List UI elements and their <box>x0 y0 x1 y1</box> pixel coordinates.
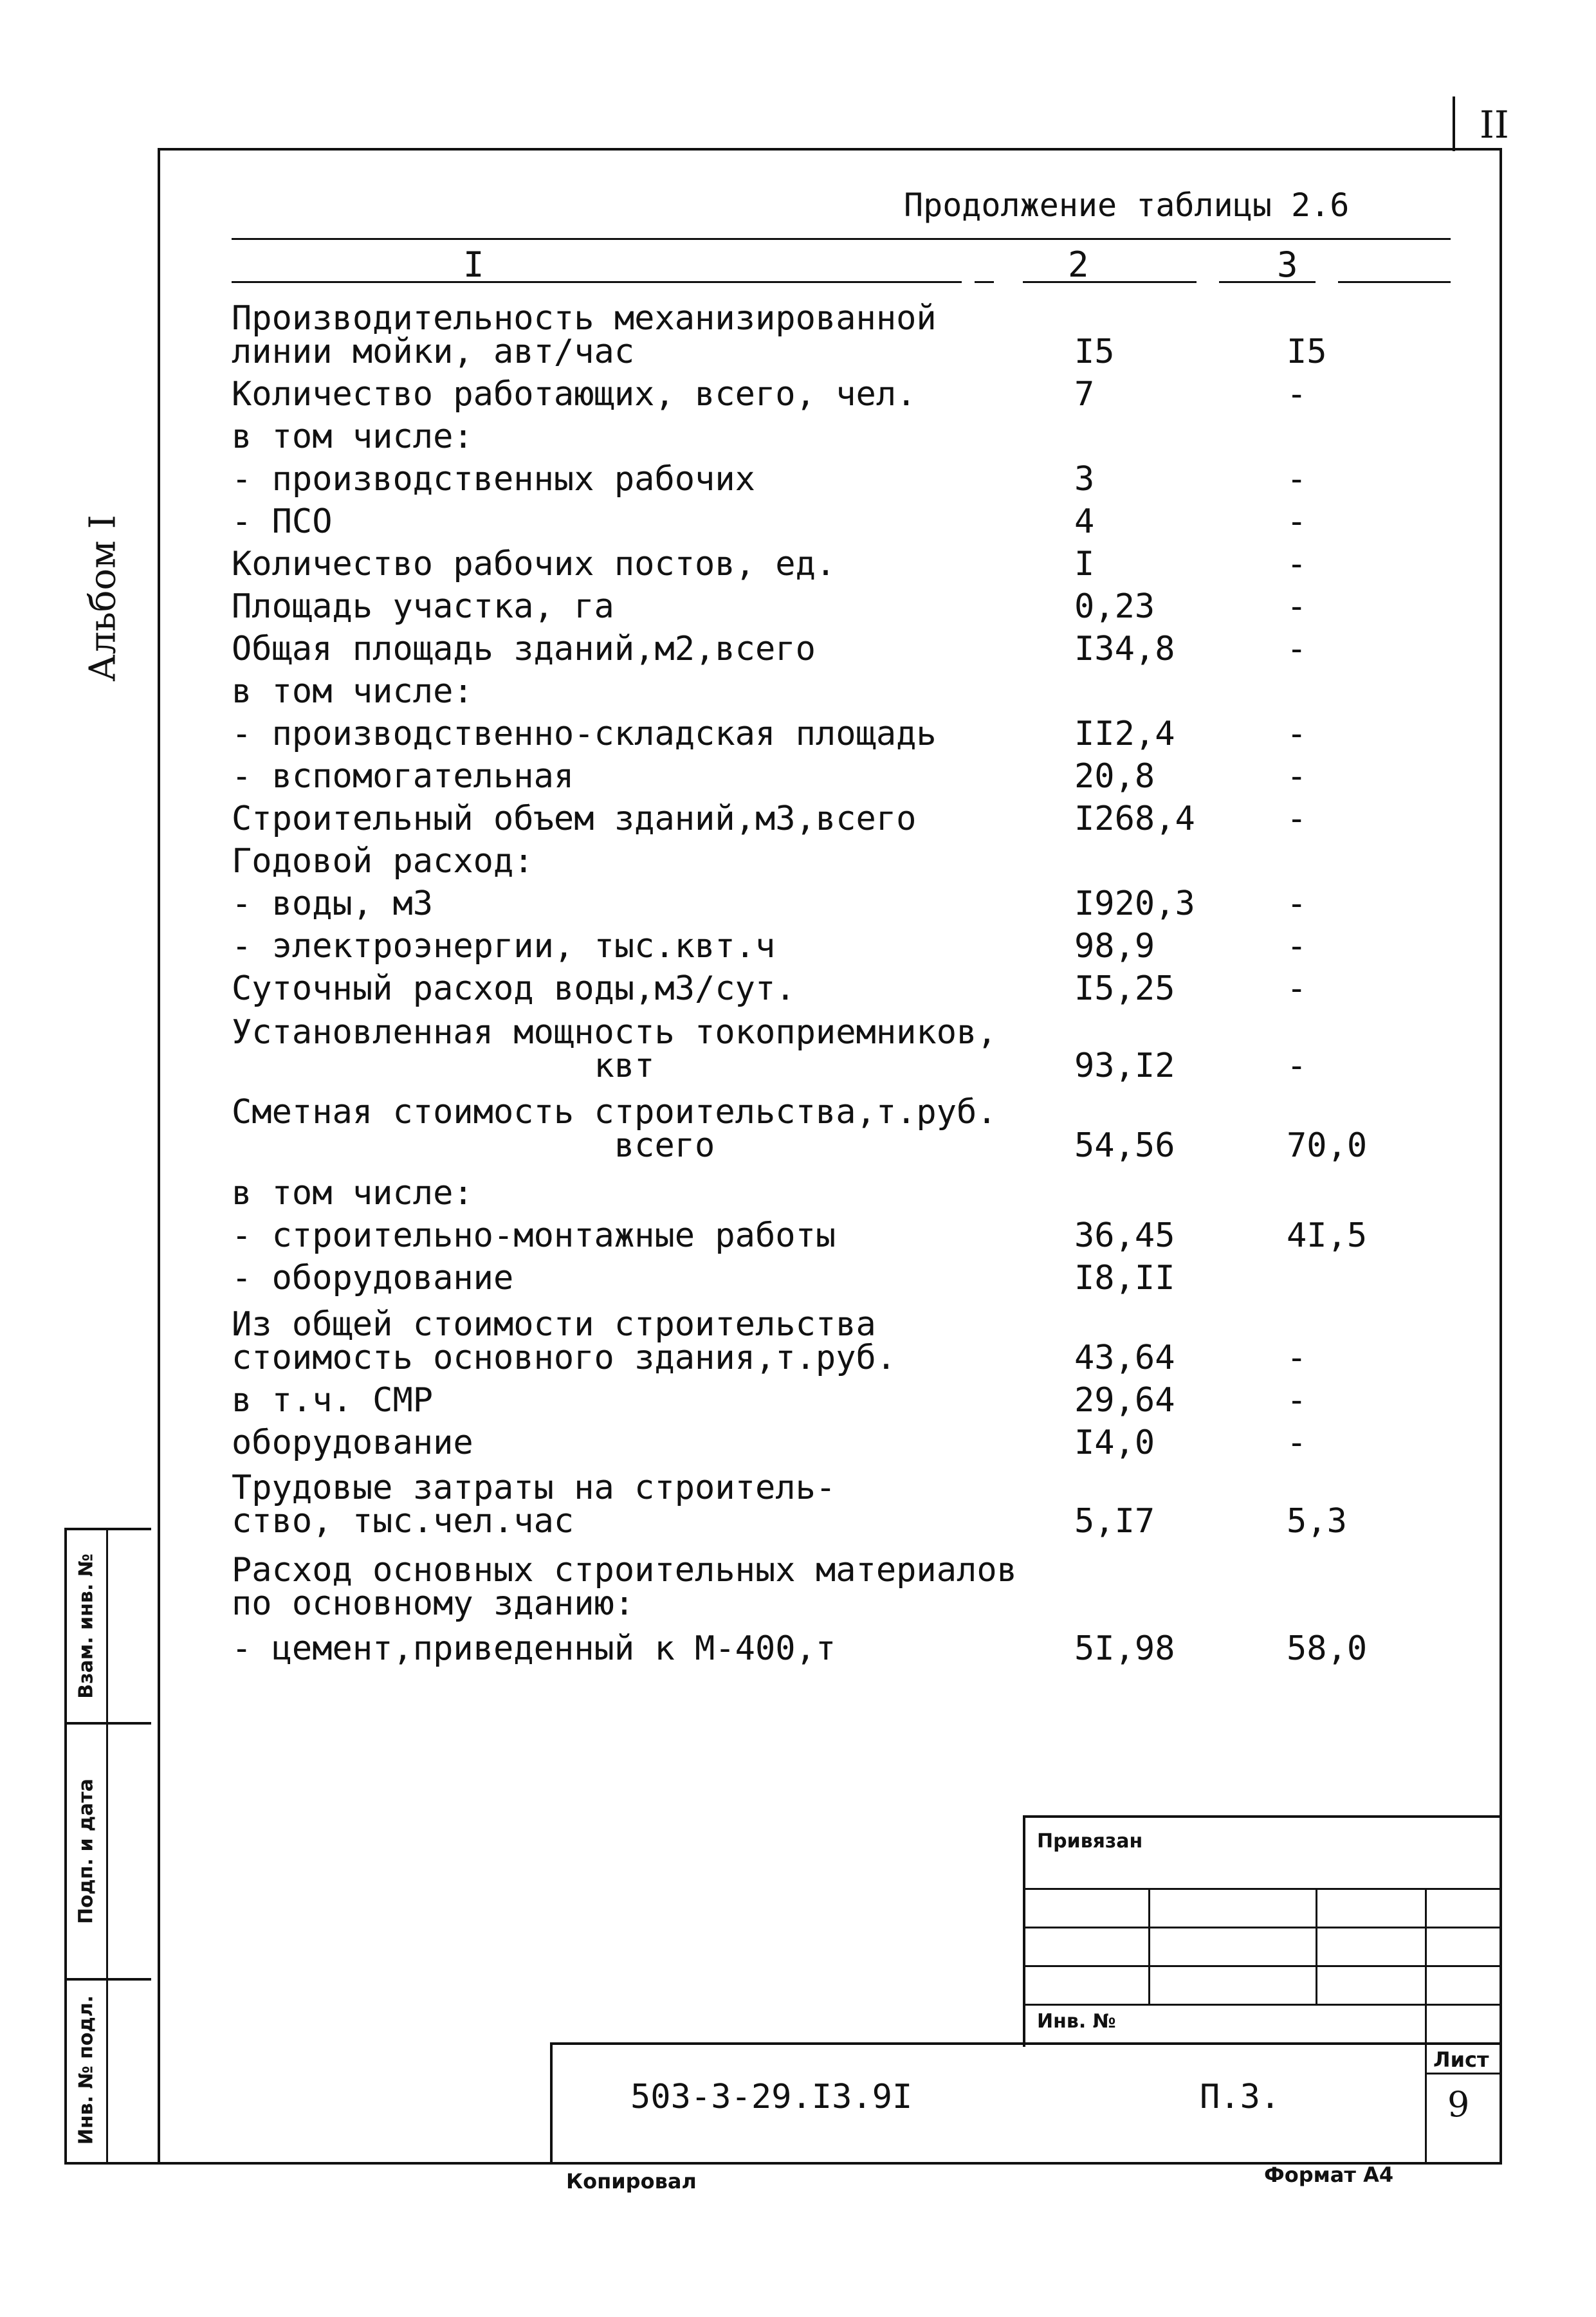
row-value-col2: I268,4 <box>1074 800 1195 838</box>
stamp-label-inventory: Инв. № подл. <box>75 1995 98 2145</box>
table-row <box>232 1469 1454 1541</box>
row-label <box>232 1093 1074 1165</box>
table-row <box>232 375 1454 414</box>
row-value-col3: - <box>1287 884 1307 923</box>
row-label-line: квт <box>232 1047 655 1085</box>
format-label: Формат А4 <box>1264 2163 1394 2187</box>
row-value-col3: - <box>1287 630 1307 668</box>
row-value-col3: 70,0 <box>1287 1126 1368 1165</box>
row-value-col2: 4 <box>1074 502 1095 541</box>
row-label-line: в том числе: <box>232 672 473 711</box>
row-value-col3: - <box>1287 460 1307 499</box>
header-top-rule <box>232 238 1451 240</box>
row-value-col2: 43,64 <box>1074 1339 1175 1377</box>
row-value-col3: - <box>1287 969 1307 1008</box>
row-value-col2: II2,4 <box>1074 715 1175 753</box>
row-label-line: Количество рабочих постов, ед. <box>232 545 836 583</box>
row-label-line: Трудовые затраты на строитель- <box>232 1469 836 1507</box>
row-label-line: Общая площадь зданий,м2,всего <box>232 630 816 668</box>
table-row <box>232 1013 1454 1085</box>
row-value-col3: I5 <box>1287 333 1327 371</box>
row-value-col3: - <box>1287 545 1307 583</box>
row-value-col3: 4I,5 <box>1287 1216 1368 1255</box>
frame-left <box>158 148 160 2165</box>
row-label <box>232 1174 1074 1213</box>
table-row <box>232 632 1454 666</box>
row-label-line: Годовой расход: <box>232 842 534 881</box>
row-label-line: в т.ч. СМР <box>232 1381 434 1420</box>
table-row <box>232 417 1454 456</box>
row-label-line: всего <box>232 1126 715 1165</box>
row-value-col3: - <box>1287 1339 1307 1377</box>
continuation-title: Продолжение таблицы 2.6 <box>904 187 1350 224</box>
table-row <box>232 587 1454 626</box>
header-rule-dash1 <box>975 281 994 283</box>
header-rule-col3 <box>1219 281 1316 283</box>
stamp-sep-2 <box>64 1978 151 1981</box>
table-row <box>232 1216 1454 1255</box>
page-number-divider <box>1453 96 1455 151</box>
table-row <box>232 927 1454 966</box>
row-label-line: - производственно-складская площадь <box>232 715 937 753</box>
table-row <box>232 1305 1454 1377</box>
column-header-2: 2 <box>1068 244 1089 285</box>
row-value-col3: - <box>1287 927 1307 966</box>
stamp-sep-1 <box>64 1722 151 1725</box>
sheet-label: Лист <box>1433 2047 1489 2072</box>
row-label <box>232 1469 1074 1541</box>
row-value-col2: I34,8 <box>1074 630 1175 668</box>
row-value-col2: 36,45 <box>1074 1216 1175 1255</box>
row-value-col3: - <box>1287 1381 1307 1420</box>
row-value-col2: I4,0 <box>1074 1424 1155 1462</box>
stamp-outer-left <box>64 1528 67 2165</box>
row-label-line: в том числе: <box>232 1174 473 1213</box>
row-label <box>232 672 1074 711</box>
table-row <box>232 969 1454 1008</box>
row-value-col2: 54,56 <box>1074 1126 1175 1165</box>
row-value-col2: 98,9 <box>1074 927 1155 966</box>
title-row-top <box>550 2042 1502 2045</box>
row-label-line: Количество работающих, всего, чел. <box>232 375 917 414</box>
column-header-1: I <box>463 244 484 285</box>
header-rule-col1 <box>232 281 962 283</box>
row-label <box>232 717 1074 751</box>
bound-label: Привязан <box>1037 1830 1143 1853</box>
row-value-col2: I5,25 <box>1074 969 1175 1008</box>
row-value-col3: - <box>1287 375 1307 414</box>
row-label <box>232 299 1074 371</box>
page-number: II <box>1480 103 1509 147</box>
row-label-line: Производительность механизированной <box>232 299 937 338</box>
row-value-col2: 93,I2 <box>1074 1047 1175 1085</box>
row-label <box>232 1629 1074 1668</box>
row-label <box>232 460 1074 499</box>
row-label <box>232 802 1074 836</box>
row-label <box>232 632 1074 666</box>
stamp-label-signed: Подп. и дата <box>75 1778 98 1925</box>
row-value-col3: - <box>1287 800 1307 838</box>
row-label <box>232 1013 1074 1085</box>
table-row <box>232 299 1454 371</box>
table-row <box>232 717 1454 751</box>
table-row <box>232 547 1454 581</box>
row-label <box>232 927 1074 966</box>
title-row-left <box>550 2042 553 2165</box>
row-label <box>232 547 1074 581</box>
tb-row-3 <box>1023 1965 1502 1967</box>
tb-left <box>1023 1815 1025 2047</box>
row-value-col2: 0,23 <box>1074 587 1155 626</box>
row-label-line: Установленная мощность токоприемников, <box>232 1013 997 1052</box>
table-row <box>232 842 1454 881</box>
header-rule-dash2 <box>1338 281 1451 283</box>
table-row <box>232 1629 1454 1668</box>
tb-top <box>1023 1815 1502 1818</box>
tb-row-2 <box>1023 1927 1502 1928</box>
row-label <box>232 417 1074 456</box>
row-label <box>232 502 1074 541</box>
row-label-line: - ПСО <box>232 502 333 541</box>
inv-label: Инв. № <box>1037 2010 1116 2033</box>
tb-col-3 <box>1425 1888 1427 2165</box>
row-label-line: - воды, м3 <box>232 884 434 923</box>
document-code: 503-3-29.I3.9I <box>630 2078 913 2116</box>
row-value-col2: 3 <box>1074 460 1095 499</box>
row-label-line: - строительно-монтажные работы <box>232 1216 836 1255</box>
row-value-col3: - <box>1287 1047 1307 1085</box>
table-row <box>232 757 1454 796</box>
row-label-line: Сметная стоимость строительства,т.руб. <box>232 1093 997 1131</box>
row-label-line: Строительный объем зданий,м3,всего <box>232 800 917 838</box>
row-value-col2: 5I,98 <box>1074 1629 1175 1668</box>
row-label-line: ство, тыс.чел.час <box>232 1502 574 1541</box>
row-value-col3: - <box>1287 715 1307 753</box>
sheet-number: 9 <box>1447 2084 1470 2125</box>
row-label-line: Из общей стоимости строительства <box>232 1305 876 1344</box>
row-value-col3: 58,0 <box>1287 1629 1368 1668</box>
row-label-line: линии мойки, авт/час <box>232 333 635 371</box>
row-label <box>232 1551 1074 1623</box>
row-label-line: Площадь участка, га <box>232 587 614 626</box>
copied-label: Копировал <box>566 2169 697 2193</box>
table-row <box>232 672 1454 711</box>
table-row <box>232 1261 1454 1295</box>
row-label-line: в том числе: <box>232 417 473 456</box>
row-label <box>232 587 1074 626</box>
row-value-col2: 29,64 <box>1074 1381 1175 1420</box>
row-label <box>232 969 1074 1008</box>
row-value-col2: I <box>1074 545 1095 583</box>
album-label: Альбом I <box>82 515 124 682</box>
row-label <box>232 842 1074 881</box>
tb-col-1 <box>1148 1888 1150 2004</box>
row-value-col2: 7 <box>1074 375 1095 414</box>
row-label-line: Суточный расход воды,м3/сут. <box>232 969 796 1008</box>
stamp-divider <box>106 1528 108 2165</box>
table-body <box>232 293 1454 1668</box>
row-label <box>232 375 1074 414</box>
table-row <box>232 1381 1454 1420</box>
row-label <box>232 1305 1074 1377</box>
row-value-col2: I8,II <box>1074 1259 1175 1297</box>
header-rule-col2 <box>1023 281 1197 283</box>
row-label <box>232 884 1074 923</box>
stamp-label-replaced: Взам. инв. № <box>75 1553 98 1699</box>
row-label-line: Расход основных строительных материалов <box>232 1551 1017 1589</box>
row-label-line: по основному зданию: <box>232 1584 635 1623</box>
row-value-col3: - <box>1287 1424 1307 1462</box>
frame-top <box>158 148 1502 151</box>
row-value-col3: - <box>1287 757 1307 796</box>
section-code: П.3. <box>1200 2078 1281 2116</box>
tb-row-1 <box>1023 1888 1502 1890</box>
row-label-line: - вспомогательная <box>232 757 574 796</box>
row-label <box>232 1426 1074 1460</box>
row-label-line: оборудование <box>232 1424 473 1462</box>
row-label-line: - оборудование <box>232 1259 514 1297</box>
row-value-col2: I920,3 <box>1074 884 1195 923</box>
table-row <box>232 460 1454 499</box>
tb-row-4 <box>1023 2004 1502 2006</box>
row-label-line: стоимость основного здания,т.руб. <box>232 1339 897 1377</box>
row-label <box>232 1261 1074 1295</box>
table-row <box>232 802 1454 836</box>
table-row <box>232 1093 1454 1165</box>
tb-col-2 <box>1316 1888 1317 2004</box>
row-value-col3: - <box>1287 502 1307 541</box>
row-value-col2: I5 <box>1074 333 1115 371</box>
frame-right <box>1500 148 1502 2165</box>
row-label <box>232 1216 1074 1255</box>
row-label-line: - производственных рабочих <box>232 460 755 499</box>
table-row <box>232 1551 1454 1623</box>
row-label <box>232 757 1074 796</box>
column-header-3: 3 <box>1277 244 1298 285</box>
row-label-line: - цемент,приведенный к М-400,т <box>232 1629 836 1668</box>
row-value-col3: - <box>1287 587 1307 626</box>
row-value-col2: 20,8 <box>1074 757 1155 796</box>
table-row <box>232 1426 1454 1460</box>
row-label <box>232 1381 1074 1420</box>
table-row <box>232 1174 1454 1213</box>
row-label-line: - электроэнергии, тыс.квт.ч <box>232 927 776 966</box>
row-value-col2: 5,I7 <box>1074 1502 1155 1541</box>
table-row <box>232 884 1454 923</box>
table-row <box>232 502 1454 541</box>
sheet-label-sep <box>1425 2073 1502 2074</box>
row-value-col3: 5,3 <box>1287 1502 1347 1541</box>
